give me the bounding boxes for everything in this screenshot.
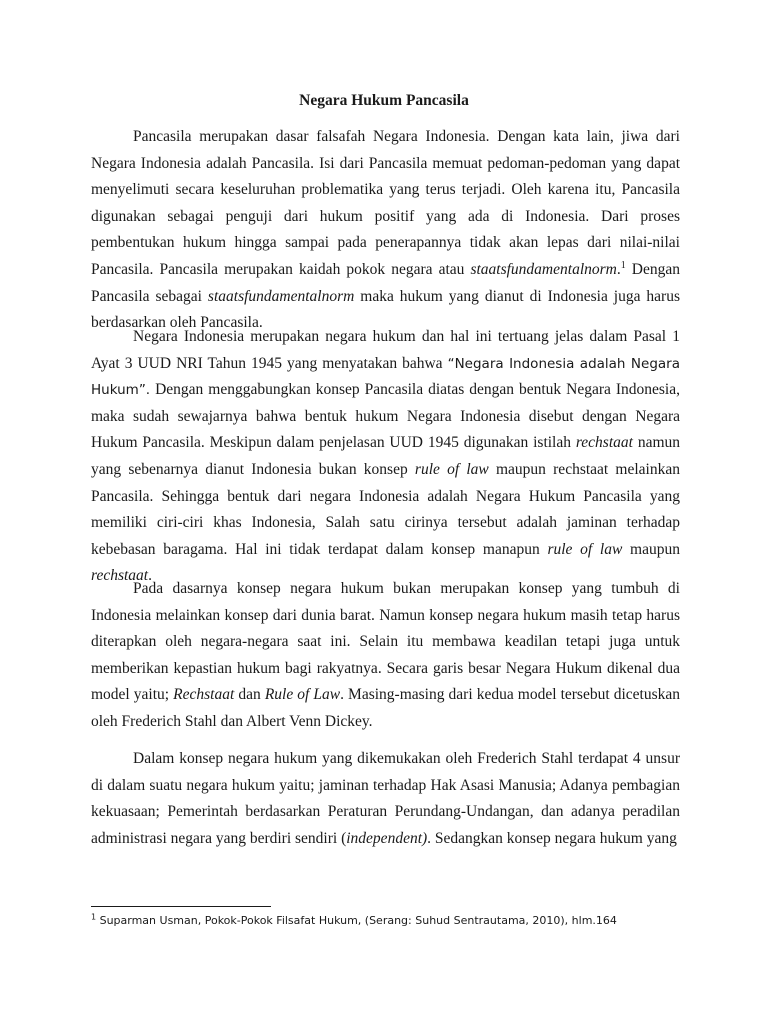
document-title: Negara Hukum Pancasila	[299, 92, 469, 109]
footnote-1	[91, 914, 691, 927]
p3-italic-term-1: Rechstaat	[173, 686, 235, 704]
p2-text-b: Dengan menggabungkan konsep Pancasila diatas dengan bentuk Negara Indonesia, maka sudah sewajarnya bahwa bentuk hukum Negara Indonesia disebut dengan Negara Hukum Pancasila. Meskipun dalam penjelasan UUD 1945 digunakan istilah	[91, 381, 680, 452]
p2-text-e: maupun	[622, 540, 680, 558]
p2-text-d: maupun rechstaat melainkan Pancasila. Sehingga bentuk dari negara Indonesia adalah Negara Hukum Pancasila yang memiliki ciri-ciri khas Indonesia, Salah satu cirinya tersebut adalah jaminan terhadap kebebasan baragama. Hal ini tidak terdapat dalam konsep manapun	[91, 460, 680, 558]
p2-text-f: .	[148, 567, 152, 585]
p3-italic-term-2: Rule of Law	[264, 686, 341, 704]
footnote-reference-1[interactable]: 1	[620, 259, 626, 271]
p2-italic-term-3: rule of law	[547, 540, 623, 558]
p2-text-c: namun yang sebenarnya dianut Indonesia bukan konsep	[91, 434, 681, 478]
p2-text-a: Negara Indonesia merupakan negara hukum dan hal ini tertuang jelas dalam Pasal 1 Ayat 3 UUD NRI Tahun 1945 yang menyatakan bahwa	[91, 328, 680, 372]
paragraph-4	[91, 746, 680, 852]
p1-text-d: maka hukum yang dianut di Indonesia juga harus berdasarkan oleh Pancasila.	[91, 287, 680, 332]
p1-text-b: .	[616, 260, 621, 278]
p1-italic-term-1: staatsfundamentalnorm	[470, 260, 617, 278]
paragraph-3	[91, 576, 680, 736]
p1-italic-term-2: staatsfundamentalnorm	[207, 287, 355, 305]
footnote-separator	[91, 906, 271, 907]
p2-italic-term-4: rechstaat	[91, 567, 149, 585]
footnote-text: Suparman Usman, Pokok-Pokok Filsafat Hukum, (Serang: Suhud Sentrautama, 2010), hlm.164	[96, 914, 617, 927]
footnote-mark: 1	[91, 912, 97, 922]
p1-text-a: Pancasila merupakan dasar falsafah Negara Indonesia. Dengan kata lain, jiwa dari Negara Indonesia adalah Pancasila. Isi dari Pancasila memuat pedoman-pedoman yang dapat menyelimuti secara keseluruhan problematika yang terus terjadi. Oleh karena itu, Pancasila digunakan sebagai penguji dari hukum positif yang ada di Indonesia. Dari proses pembentukan hukum hingga sampai pada penerapannya tidak akan lepas dari nilai-nilai Pancasila. Pancasila merupakan kaidah pokok negara atau	[91, 128, 680, 278]
p2-italic-term-2: rule of law	[414, 460, 489, 478]
p3-text-a: Pada dasarnya konsep negara hukum bukan merupakan konsep yang tumbuh di Indonesia melainkan konsep dari dunia barat. Namun konsep negara hukum masih tetap harus diterapkan oleh negara-negara saat ini. Selain itu membawa keadilan tetapi juga untuk memberikan kepastian hukum bagi rakyatnya. Secara garis besar Negara Hukum dikenal dua model yaitu;	[91, 580, 680, 704]
p3-text-c: . Masing-masing dari kedua model tersebut dicetuskan oleh Frederich Stahl dan Albert Venn Dickey.	[91, 686, 680, 730]
p4-text-b: . Sedangkan konsep negara hukum yang	[427, 829, 677, 847]
p4-italic-term-1: independent)	[346, 829, 428, 847]
p2-italic-term-1: rechstaat	[575, 434, 633, 452]
paragraph-2	[91, 324, 680, 590]
paragraph-1	[91, 124, 680, 337]
p3-text-b: dan	[234, 686, 265, 704]
p4-text-a: Dalam konsep negara hukum yang dikemukakan oleh Frederich Stahl terdapat 4 unsur di dalam suatu negara hukum yaitu; jaminan terhadap Hak Asasi Manusia; Adanya pembagian kekuasaan; Pemerintah berdasarkan Peraturan Perundang-Undangan, dan adanya peradilan administrasi negara yang berdiri sendiri (	[91, 750, 680, 847]
p1-text-c: Dengan Pancasila sebagai	[91, 260, 681, 305]
p2-quote: “Negara Indonesia adalah Negara Hukum”.	[91, 355, 680, 399]
